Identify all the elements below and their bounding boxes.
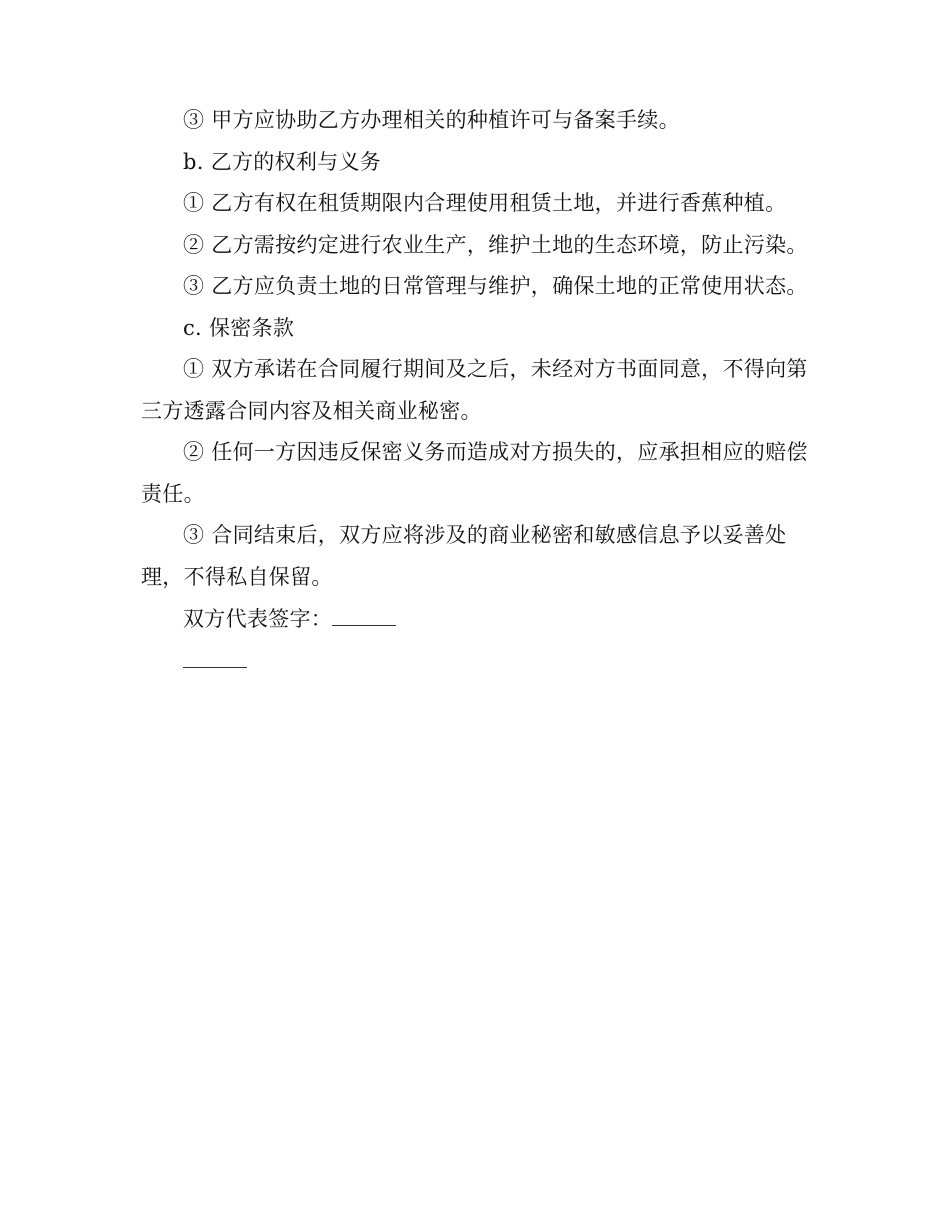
signature-blank-1[interactable] bbox=[332, 598, 396, 626]
section-c-heading: c. 保密条款 bbox=[183, 315, 295, 340]
signature-blank-2[interactable] bbox=[183, 640, 247, 668]
clause-c-2: ② 任何一方因违反保密义务而造成对方损失的，应承担相应的赔偿责任。 bbox=[141, 440, 808, 506]
signature-label: 双方代表签字： bbox=[183, 607, 333, 631]
clause-c-3: ③ 合同结束后，双方应将涉及的商业秘密和敏感信息予以妥善处理，不得私自保留。 bbox=[141, 523, 787, 589]
clause-b-2: ② 乙方需按约定进行农业生产，维护土地的生态环境，防止污染。 bbox=[183, 232, 808, 257]
document-body bbox=[141, 100, 809, 681]
signature-line bbox=[141, 598, 809, 640]
signature-line-2 bbox=[141, 640, 809, 682]
clause-a-3: ③ 甲方应协助乙方办理相关的种植许可与备案手续。 bbox=[183, 108, 680, 132]
clause-c-1: ① 双方承诺在合同履行期间及之后，未经对方书面同意，不得向第三方透露合同内容及相关商业秘密。 bbox=[141, 357, 808, 423]
section-b-heading: b. 乙方的权利与义务 bbox=[183, 149, 382, 174]
clause-b-3: ③ 乙方应负责土地的日常管理与维护，确保土地的正常使用状态。 bbox=[183, 274, 808, 298]
clause-b-1: ① 乙方有权在租赁期限内合理使用租赁土地，并进行香蕉种植。 bbox=[183, 191, 787, 215]
